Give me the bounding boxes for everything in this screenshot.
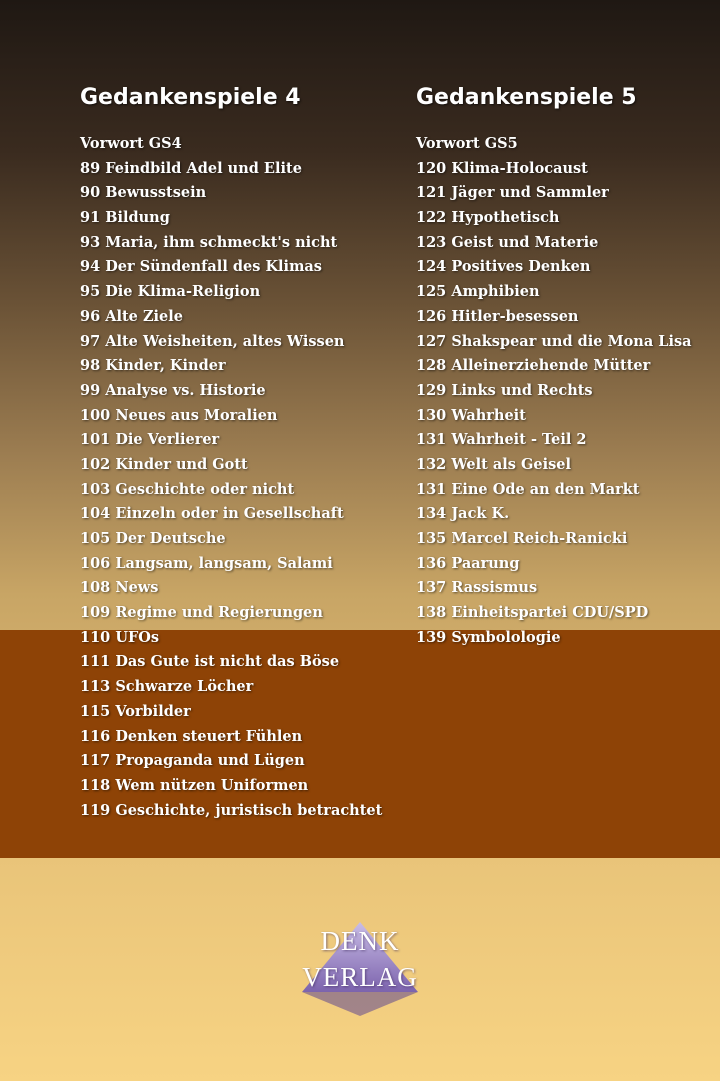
gs4-list-item: 105 Der Deutsche (80, 530, 226, 547)
gs5-list-item: 132 Welt als Geisel (416, 455, 572, 473)
gs4-list-item: 116 Denken steuert Fühlen (80, 727, 303, 745)
gs4-list-item: 97 Alte Weisheiten, altes Wissen (80, 332, 345, 350)
logo-word-denk: DENK (320, 926, 400, 956)
gs4-list-item: 109 Regime und Regierungen (80, 604, 323, 622)
gs4-list-item: 103 Geschichte oder nicht (80, 480, 295, 498)
denk-verlag-logo (290, 918, 430, 1018)
gs5-list-item: 121 Jäger und Sammler (416, 184, 609, 202)
gs5-list-item: 129 Links und Rechts (416, 381, 593, 399)
gs5-list-item: 131 Eine Ode an den Markt (416, 480, 640, 498)
gs5-list-item: 130 Wahrheit (416, 406, 526, 424)
gs5-list (416, 132, 692, 650)
gs4-list-item: 119 Geschichte, juristisch betrachtet (80, 801, 383, 819)
gs5-list-item: 134 Jack K. (416, 505, 510, 523)
gs4-list-item: 102 Kinder und Gott (80, 455, 248, 473)
gs4-list-item: 99 Analyse vs. Historie (80, 381, 266, 399)
gs4-list-item: 110 UFOs (80, 628, 160, 646)
gs5-list-item: 136 Paarung (416, 554, 520, 572)
gs4-list-item: 95 Die Klima-Religion (80, 283, 261, 301)
gs4-list-item: 89 Feindbild Adel und Elite (80, 159, 302, 177)
gs4-list-item: 96 Alte Ziele (80, 307, 184, 325)
gs4-list-item: 91 Bildung (80, 209, 170, 227)
gs4-list-item: 98 Kinder, Kinder (80, 357, 226, 375)
gs5-list-item: 128 Alleinerziehende Mütter (416, 357, 651, 375)
logo-word-verlag: VERLAG (302, 962, 418, 992)
gs5-list-item: 126 Hitler-besessen (416, 307, 579, 325)
gs4-list-item: 118 Wem nützen Uniformen (80, 776, 309, 794)
gs4-list (80, 132, 382, 823)
gs5-list-item: 135 Marcel Reich-Ranicki (416, 530, 628, 547)
gs4-list-item: 111 Das Gute ist nicht das Böse (80, 653, 340, 671)
gs5-list-item: 120 Klima-Holocaust (416, 159, 588, 177)
gs5-list-item: 131 Wahrheit - Teil 2 (416, 431, 587, 449)
gs4-list-item: 100 Neues aus Moralien (80, 406, 278, 424)
gs4-title: Gedankenspiele 4 (80, 85, 301, 110)
gs5-title: Gedankenspiele 5 (416, 85, 637, 110)
gs4-list-item: 90 Bewusstsein (80, 184, 207, 202)
gs4-list-item: 93 Maria, ihm schmeckt's nicht (80, 233, 338, 251)
gs4-list-item: 94 Der Sündenfall des Klimas (80, 258, 322, 276)
gs5-list-item: 123 Geist und Materie (416, 233, 599, 251)
gs5-list-item: 138 Einheitspartei CDU/SPD (416, 604, 649, 622)
gs4-list-item: Vorwort GS4 (80, 135, 182, 152)
gs4-list-item: 113 Schwarze Löcher (80, 678, 254, 696)
gs4-list-item: 115 Vorbilder (80, 702, 191, 720)
gs5-list-item: 122 Hypothetisch (416, 209, 560, 227)
gs4-list-item: 117 Propaganda und Lügen (80, 752, 305, 770)
gs4-list-item: 106 Langsam, langsam, Salami (80, 554, 333, 572)
gs4-column (80, 85, 382, 823)
gs4-list-item: 104 Einzeln oder in Gesellschaft (80, 505, 344, 523)
gs4-list-item: 101 Die Verlierer (80, 431, 220, 449)
gs5-list-item: Vorwort GS5 (416, 135, 518, 152)
gs5-list-item: 125 Amphibien (416, 283, 540, 301)
gs5-list-item: 137 Rassismus (416, 579, 538, 597)
gs5-list-item: 124 Positives Denken (416, 258, 591, 276)
gs5-list-item: 127 Shakspear und die Mona Lisa (416, 332, 692, 350)
gs5-column (416, 85, 692, 650)
gs5-list-item: 139 Symbolologie (416, 628, 561, 646)
gs4-list-item: 108 News (80, 579, 159, 597)
